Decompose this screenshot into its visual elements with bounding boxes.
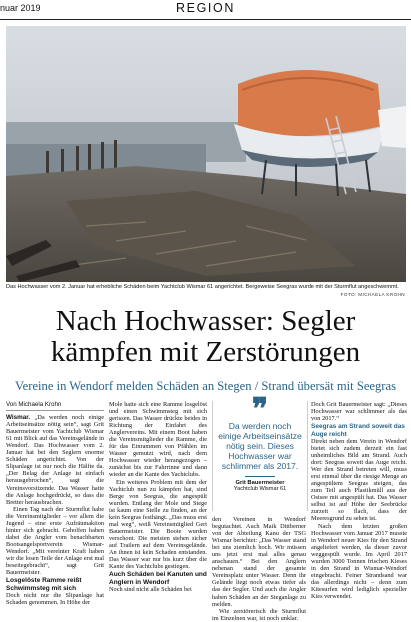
- paragraph: Wismar. „Da werden noch einige Arbeitseinsätze nötig sein“, sagt Grit Bauermeister vom Yachtclub Wismar 61 mit Blick auf das Vereinsgelände in Wendorf. Das Hochwasser vom 2. Januar hat bei den Seglern enorme Schäden angerichtet. Von der Slipanlage ist nur noch die Hälfte da. „Der Belag der Anlage ist einfach herausgebrochen“, sagt die Vereinsvorsitzende. Das Wasser hatte die Anlage hochgedrückt, so dass die Bretter herausbrachen.: [6, 414, 104, 506]
- dateline: Wismar.: [6, 414, 31, 422]
- paragraph: Ein weiteres Problem mit dem der Yachtclub nun zu kämpfen hat, sind Berge von Seegras, die angespült wurden. Entlang der Mole und Stege ist kaum eine Stelle zu finden, an der kein Seegras festhängt. „Das muss erst mal weg“, weiß Vereinsmitglied Gert Bauermeister. Die Boote wurden verschont. Die meisten stehen sicher auf Trailern auf dem Vereinsgelände. An ihnen ist kein Schaden entstanden. Das Wasser war nur bis kurz über die Kante des Yachtclubs gestiegen.: [109, 478, 207, 571]
- paragraph: Doch Grit Bauermeister sagt: „Dieses Hochwasser war schlimmer als das von 2017.“: [311, 401, 407, 423]
- photo-caption: Das Hochwasser vom 2. Januar hat erhebliche Schäden beim Yachtclub Wismar 61 angerichtet. Bergeweise Seegras wurde mit der Sturmflut angeschwemmt.: [6, 284, 399, 290]
- issue-date: nuar 2019: [0, 3, 41, 13]
- article-subheadline: Vereine in Wendorf melden Schäden an Stegen / Strand übersät mit Seegras: [14, 379, 396, 393]
- article-column-4: [311, 401, 407, 600]
- quote-author: Grit Bauermeister: [235, 480, 285, 486]
- photo-credit: FOTO: MICHAELA KROHN: [340, 292, 405, 297]
- pull-quote: [212, 393, 308, 511]
- subheading: Seegras am Strand soweit das Auge reicht: [311, 423, 405, 438]
- paragraph: Nach dem letzten großen Hochwasser vom Januar 2017 musste in Wendorf neuer Kies für den Strand angeliefert werden, da dieser zuvor weggespült wurde. Im April 2017 wurden 3000 Tonnen frischen Kieses in den Strand in Wismar-Wendorf eingebracht. Feiner Strandsand war das allerdings nicht – denn zum Kitesurfen wird lediglich spezieller Kies verwendet.: [311, 522, 407, 600]
- quote-text: Da werden noch einige Arbeitseinsätze nötig sein. Dieses Hochwasser war schlimmer als 2017.: [218, 421, 302, 471]
- paragraph: Doch nicht nur die Slipanlage hat Schaden genommen. In Höhe der: [6, 591, 104, 606]
- article-column-1: [6, 401, 104, 606]
- quote-author-role: Yachtclub Wismar 61: [233, 486, 287, 492]
- paragraph: Einen Tag nach der Sturmflut habe die Vereinsmitglieder – vor allem die Jugend – eine erste Aufräumaktion hinter sich gebracht. Geholfen haben dabei die Angler vom benachbarten Bootsangelsportverein Wismar-Wendorf. „Mit vereinter Kraft haben wir die losen Teile der Anlage erst mal beseitegebracht“, sagt Grit Bauermeister.: [6, 505, 104, 577]
- quote-divider: [245, 476, 275, 477]
- headline-line-2: kämpfen mit Zerstörungen: [50, 336, 361, 368]
- paragraph: Noch sind nicht alle Schäden bei: [109, 585, 192, 593]
- paragraph: Direkt neben dem Verein in Wendorf bietet sich zudem derzeit ein fast unheimliches Bild am Strand. Auch dort: Seegras soweit das Auge reicht. Wer den Strand betreten will, muss erst einmal über die riesige Menge an angespültem Seegras steigen, das zum Teil auch Plastikmüll aus der Ostsee mit angespült hat. Das Wasser selbst ist auf Höhe der Seebrücke zurzeit so flach, dass der Meeresgrund zu sehen ist.: [311, 437, 407, 523]
- headline-line-1: Nach Hochwasser: Segler: [55, 305, 356, 337]
- article-column-3: [212, 516, 306, 622]
- quote-mark-icon: ❞: [251, 393, 269, 426]
- subheading: Auch Schäden bei Kanuten und Anglern in Wendorf: [109, 571, 207, 586]
- paragraph: den Vereinen in Wendorf begutachtet. Auch Maik Dittberner von der Abteilung Kanu der TSG Wismar berichtet: „Das Wasser stand bei uns ziemlich hoch. Wir müssen uns jetzt erst mal alles genau anschauen.“ Bei den Anglern nebenan stand der gesamte Vereinsplatz unter Wasser. Denn ihr Gelände liegt noch etwas tiefer als das der Segler. Und auch die Angler haben Schäden an der Steganlage zu melden.: [212, 516, 306, 608]
- article-photo: [6, 26, 406, 282]
- section-title: REGION: [176, 1, 235, 15]
- page-header: [0, 0, 411, 20]
- byline: Von Michaela Krohn: [6, 401, 104, 411]
- harbor-flood-photo: [6, 26, 406, 282]
- article-column-2: [109, 401, 207, 593]
- article-headline: [0, 306, 411, 368]
- subheading: Losgelöste Ramme reißt Schwimmsteg mit sich: [6, 577, 82, 592]
- paragraph: Wie zerstörerisch die Sturmflut im Einzelnen war, ist noch unklar.: [212, 607, 306, 622]
- paragraph: Mole hatte sich eine Ramme losgelöst und einen Schwimmsteg mit sich gerissen. Das Wasser drückte beides in Richtung der Einfahrt des Anglervereins. Mit einem Boot haben die Vereinsmitglieder die Ramme, die für das Einrammen von Pfählen im Wasser gemutzt wird, nach dem Hochwasser wieder herangezogen – zunächst bis zur Fahrrinne und dann wieder an die Kante des Yachtclubs.: [109, 401, 207, 479]
